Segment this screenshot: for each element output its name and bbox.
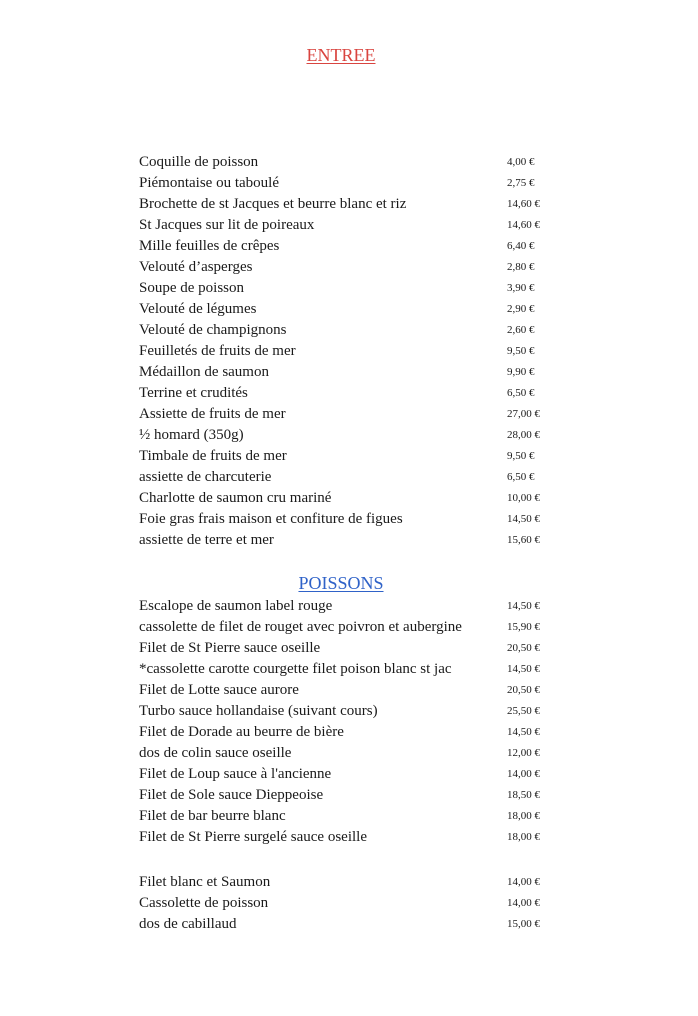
- menu-item: [139, 404, 559, 425]
- menu-item-name: Piémontaise ou taboulé: [139, 175, 279, 191]
- menu-item: [139, 827, 559, 848]
- menu-item-name: *cassolette carotte courgette filet poison blanc st jac: [139, 661, 452, 677]
- menu-item-price: 20,50 €: [507, 642, 540, 654]
- menu-item-name: Soupe de poisson: [139, 280, 244, 296]
- menu-item: [139, 872, 559, 893]
- menu-item: [139, 680, 559, 701]
- menu-list-poissons-extra: [139, 872, 559, 935]
- menu-item-price: 15,00 €: [507, 918, 540, 930]
- menu-item: [139, 488, 559, 509]
- menu-item: [139, 362, 559, 383]
- menu-item-name: Filet de Loup sauce à l'ancienne: [139, 766, 332, 782]
- menu-list-poissons: [139, 596, 559, 848]
- menu-item: [139, 764, 559, 785]
- menu-item-price: 9,90 €: [507, 366, 535, 378]
- menu-item-name: cassolette de filet de rouget avec poivron et aubergine: [139, 619, 462, 635]
- menu-item: [139, 425, 559, 446]
- menu-item: [139, 509, 559, 530]
- menu-item: [139, 467, 559, 488]
- section-heading-poissons: POISSONS: [298, 573, 384, 593]
- menu-item-price: 3,90 €: [507, 282, 535, 294]
- menu-item: [139, 596, 559, 617]
- menu-item-name: Filet de Lotte sauce aurore: [139, 682, 299, 698]
- menu-item-name: Filet de Sole sauce Dieppeoise: [139, 787, 324, 803]
- menu-item: [139, 383, 559, 404]
- menu-item-name: Timbale de fruits de mer: [139, 448, 287, 464]
- menu-item: [139, 173, 559, 194]
- menu-item-price: 4,00 €: [507, 156, 535, 168]
- menu-item: [139, 530, 559, 551]
- menu-item-price: 18,00 €: [507, 831, 540, 843]
- menu-item-price: 18,50 €: [507, 789, 540, 801]
- menu-item: [139, 722, 559, 743]
- menu-item-name: ½ homard (350g): [139, 427, 244, 443]
- menu-item-name: Velouté de champignons: [139, 322, 287, 338]
- menu-item-name: Brochette de st Jacques et beurre blanc et riz: [139, 196, 407, 212]
- menu-item: [139, 299, 559, 320]
- menu-item-price: 28,00 €: [507, 429, 540, 441]
- menu-item-name: Cassolette de poisson: [139, 895, 269, 911]
- menu-item-price: 2,80 €: [507, 261, 535, 273]
- menu-item-name: assiette de charcuterie: [139, 469, 272, 485]
- menu-item-price: 14,00 €: [507, 897, 540, 909]
- menu-item: [139, 152, 559, 173]
- menu-item-name: Charlotte de saumon cru mariné: [139, 490, 332, 506]
- menu-item-price: 14,60 €: [507, 219, 540, 231]
- menu-item: [139, 446, 559, 467]
- menu-item-name: Velouté de légumes: [139, 301, 257, 317]
- menu-item-name: assiette de terre et mer: [139, 532, 274, 548]
- menu-item-price: 14,60 €: [507, 198, 540, 210]
- menu-item: [139, 236, 559, 257]
- menu-item-price: 2,90 €: [507, 303, 535, 315]
- menu-item-price: 15,60 €: [507, 534, 540, 546]
- menu-item: [139, 617, 559, 638]
- menu-item-price: 14,50 €: [507, 600, 540, 612]
- menu-item-name: dos de colin sauce oseille: [139, 745, 292, 761]
- menu-item: [139, 341, 559, 362]
- menu-item-name: Foie gras frais maison et confiture de figues: [139, 511, 403, 527]
- menu-item-name: Filet de St Pierre surgelé sauce oseille: [139, 829, 367, 845]
- menu-item: [139, 806, 559, 827]
- menu-item-price: 14,50 €: [507, 513, 540, 525]
- menu-item-price: 6,40 €: [507, 240, 535, 252]
- menu-item-price: 14,50 €: [507, 726, 540, 738]
- menu-item: [139, 194, 559, 215]
- menu-item-name: Assiette de fruits de mer: [139, 406, 286, 422]
- menu-item-name: Médaillon de saumon: [139, 364, 269, 380]
- menu-item-price: 15,90 €: [507, 621, 540, 633]
- menu-item-price: 27,00 €: [507, 408, 540, 420]
- menu-item-price: 2,60 €: [507, 324, 535, 336]
- menu-item-name: Filet de St Pierre sauce oseille: [139, 640, 321, 656]
- menu-item-price: 20,50 €: [507, 684, 540, 696]
- menu-item-name: Coquille de poisson: [139, 154, 259, 170]
- menu-item-name: Filet de bar beurre blanc: [139, 808, 286, 824]
- menu-item-name: Mille feuilles de crêpes: [139, 238, 280, 254]
- menu-item: [139, 320, 559, 341]
- menu-item-name: Feuilletés de fruits de mer: [139, 343, 296, 359]
- menu-item-name: St Jacques sur lit de poireaux: [139, 217, 315, 233]
- menu-item: [139, 785, 559, 806]
- menu-item-price: 6,50 €: [507, 387, 535, 399]
- menu-item: [139, 659, 559, 680]
- menu-item-price: 2,75 €: [507, 177, 535, 189]
- menu-item: [139, 215, 559, 236]
- menu-item-name: Velouté d’asperges: [139, 259, 253, 275]
- menu-item-name: Filet de Dorade au beurre de bière: [139, 724, 344, 740]
- menu-item: [139, 893, 559, 914]
- menu-item: [139, 278, 559, 299]
- menu-item-name: dos de cabillaud: [139, 916, 237, 932]
- menu-item-price: 6,50 €: [507, 471, 535, 483]
- menu-item: [139, 701, 559, 722]
- menu-item-name: Filet blanc et Saumon: [139, 874, 271, 890]
- menu-item: [139, 914, 559, 935]
- menu-item-price: 14,00 €: [507, 876, 540, 888]
- menu-item-name: Escalope de saumon label rouge: [139, 598, 333, 614]
- menu-item-price: 14,00 €: [507, 768, 540, 780]
- menu-item-price: 18,00 €: [507, 810, 540, 822]
- menu-item-price: 9,50 €: [507, 450, 535, 462]
- menu-list-entree: [139, 152, 559, 551]
- menu-item-price: 25,50 €: [507, 705, 540, 717]
- menu-item-price: 9,50 €: [507, 345, 535, 357]
- menu-item: [139, 257, 559, 278]
- section-heading-entree: ENTREE: [306, 45, 376, 65]
- menu-item-price: 10,00 €: [507, 492, 540, 504]
- menu-item-price: 12,00 €: [507, 747, 540, 759]
- menu-item-name: Terrine et crudités: [139, 385, 248, 401]
- menu-item: [139, 638, 559, 659]
- menu-item-price: 14,50 €: [507, 663, 540, 675]
- menu-item-name: Turbo sauce hollandaise (suivant cours): [139, 703, 378, 719]
- menu-item: [139, 743, 559, 764]
